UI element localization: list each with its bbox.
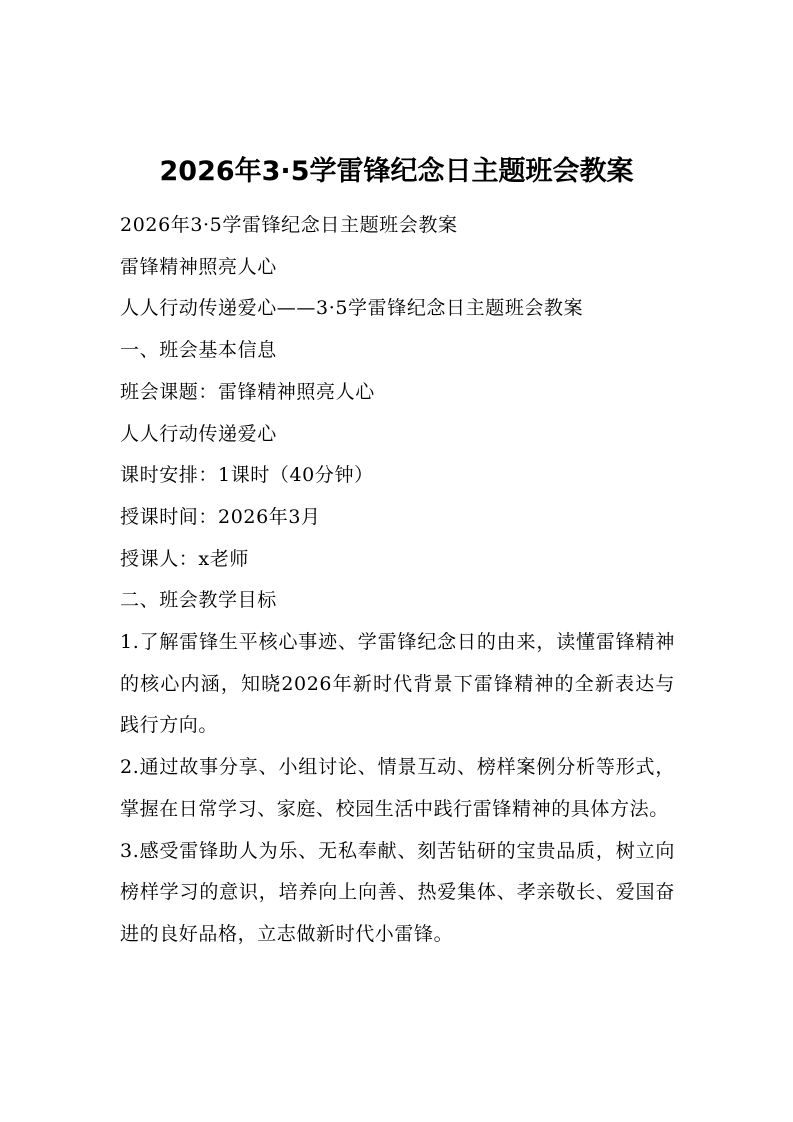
class-topic-continued: 人人行动传递爱心 — [120, 422, 277, 445]
subtitle-line: 2026年3·5学雷锋纪念日主题班会教案 — [120, 214, 458, 236]
theme-line: 雷锋精神照亮人心 — [120, 255, 277, 278]
teacher: 授课人：x老师 — [120, 547, 249, 570]
objective-1: 1.了解雷锋生平核心事迹、学雷锋纪念日的由来，读懂雷锋精神的核心内涵，知晓2026年新时代背景下雷锋精神的全新表达与践行方向。 — [120, 631, 675, 737]
document-body — [120, 205, 675, 956]
page-title: 2026年3·5学雷锋纪念日主题班会教案 — [159, 156, 634, 188]
objective-3: 3.感受雷锋助人为乐、无私奉献、刻苦钻研的宝贵品质，树立向榜样学习的意识，培养向上向善、热爱集体、孝亲敬长、爱国奋进的良好品格，立志做新时代小雷锋。 — [120, 839, 675, 945]
class-topic: 班会课题：雷锋精神照亮人心 — [120, 380, 375, 403]
objective-2: 2.通过故事分享、小组讨论、情景互动、榜样案例分析等形式，掌握在日常学习、家庭、校园生活中践行雷锋精神的具体方法。 — [120, 756, 675, 820]
section-heading-basic-info: 一、班会基本信息 — [120, 339, 277, 362]
class-time: 授课时间：2026年3月 — [120, 505, 321, 528]
class-hours: 课时安排：1课时（40分钟） — [120, 464, 374, 487]
section-heading-objectives: 二、班会教学目标 — [120, 589, 277, 612]
theme-line-full: 人人行动传递爱心——3·5学雷锋纪念日主题班会教案 — [120, 297, 584, 320]
